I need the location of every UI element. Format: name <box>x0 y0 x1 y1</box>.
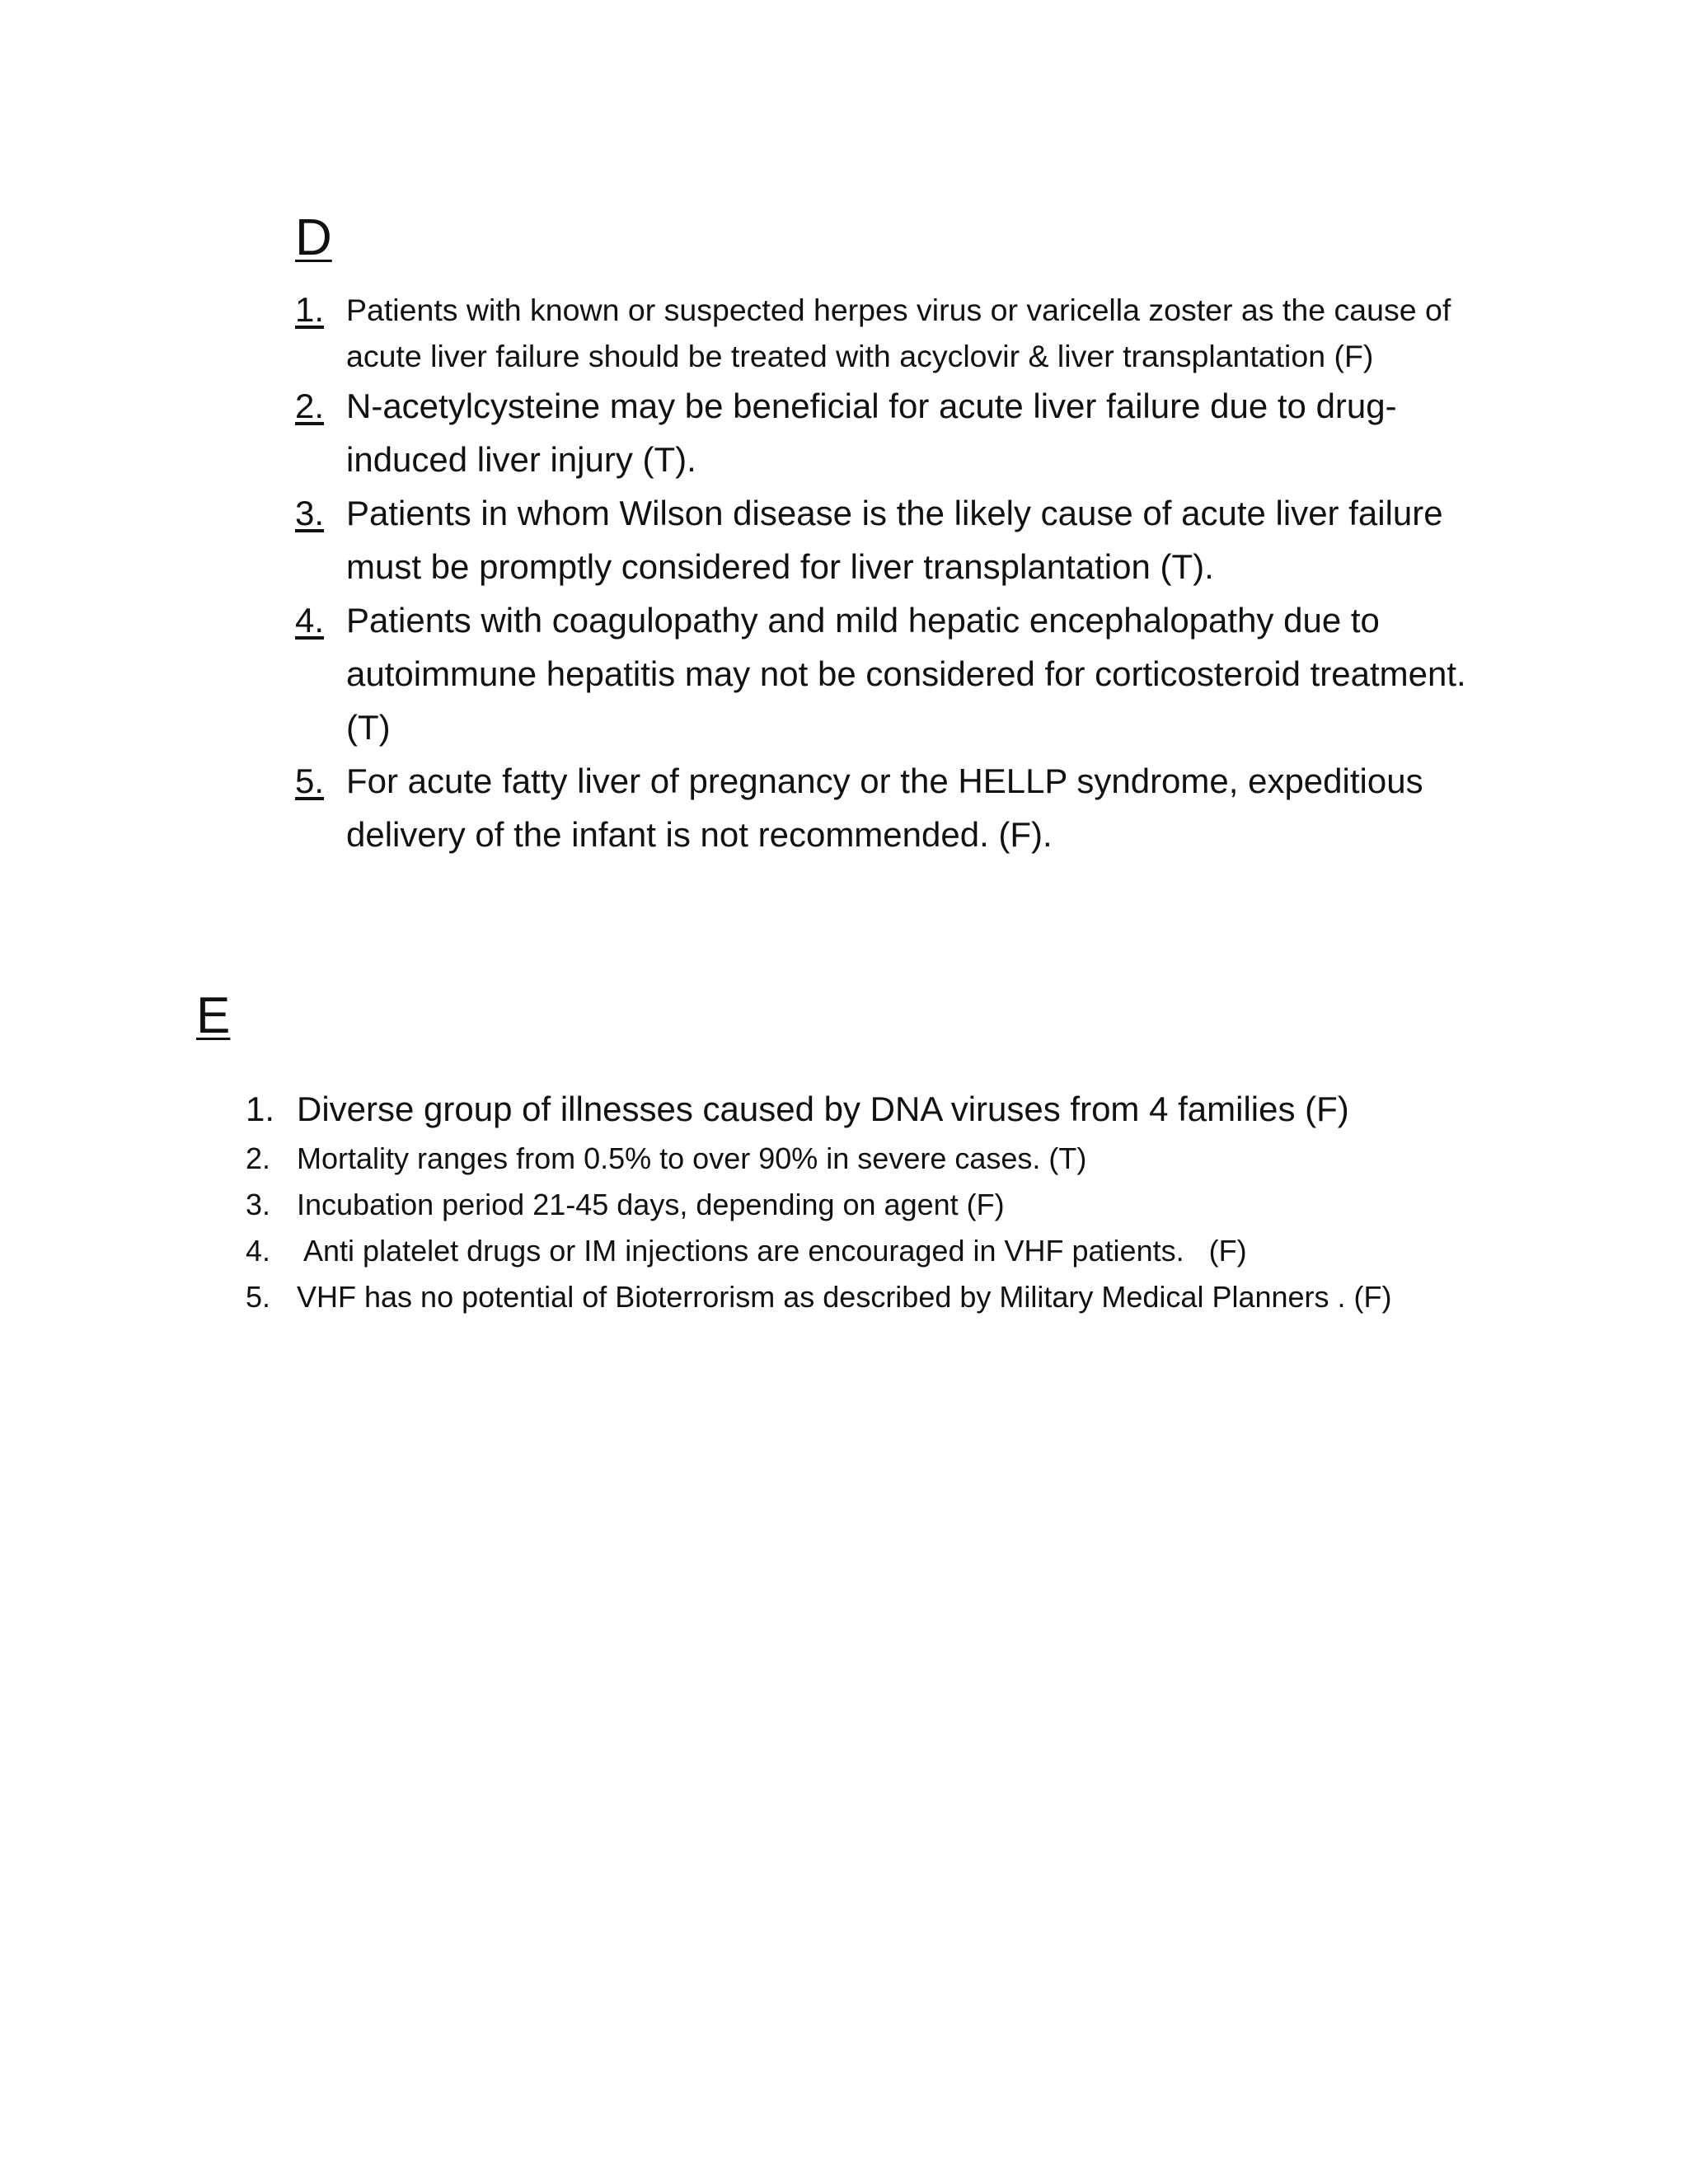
section-e-heading: E <box>196 987 231 1044</box>
list-item-number: 2. <box>246 1141 271 1175</box>
list-item-number: 5. <box>295 762 325 800</box>
section-d-heading: D <box>295 209 332 266</box>
list-item-text: Incubation period 21-45 days, depending on agent (F) <box>297 1188 1005 1221</box>
list-item <box>295 486 1482 593</box>
list-item-text: For acute fatty liver of pregnancy or the HELLP syndrome, expeditious delivery of the infant is not recommended. (F). <box>346 762 1423 854</box>
list-item-text: Patients in whom Wilson disease is the likely cause of acute liver failure must be promptly considered for liver transplantation (T). <box>346 494 1443 586</box>
list-item-number: 1. <box>295 290 325 329</box>
list-item-number: 5. <box>246 1280 271 1314</box>
section-e-list <box>246 1083 1482 1320</box>
list-item <box>246 1228 1482 1274</box>
list-item-number: 1. <box>246 1090 275 1128</box>
list-item-text: Patients with known or suspected herpes virus or varicella zoster as the cause of acute liver failure should be treated with acyclovir & liver transplantation (F) <box>346 293 1451 373</box>
list-item <box>295 379 1482 486</box>
list-item-text: Anti platelet drugs or IM injections are encouraged in VHF patients. (F) <box>297 1234 1247 1268</box>
list-item-text: Diverse group of illnesses caused by DNA viruses from 4 families (F) <box>297 1090 1349 1128</box>
list-item-text: N-acetylcysteine may be beneficial for acute liver failure due to drug-induced liver injury (T). <box>346 387 1397 479</box>
list-item-number: 3. <box>295 494 325 532</box>
list-item <box>295 754 1482 861</box>
list-item <box>295 593 1482 754</box>
list-item <box>246 1182 1482 1228</box>
list-item <box>295 287 1482 379</box>
list-item-text: VHF has no potential of Bioterrorism as described by Military Medical Planners . (F) <box>297 1280 1392 1314</box>
list-item-number: 2. <box>295 387 325 425</box>
list-item-number: 4. <box>295 601 325 640</box>
list-item-number: 4. <box>246 1234 271 1268</box>
list-item-text: Mortality ranges from 0.5% to over 90% in severe cases. (T) <box>297 1141 1087 1175</box>
list-item <box>246 1136 1482 1182</box>
list-item <box>246 1274 1482 1320</box>
section-d-list <box>295 287 1482 861</box>
list-item-text: Patients with coagulopathy and mild hepatic encephalopathy due to autoimmune hepatitis may not be considered for corticosteroid treatment. (T) <box>346 601 1466 747</box>
list-item <box>246 1083 1482 1136</box>
list-item-number: 3. <box>246 1188 271 1221</box>
